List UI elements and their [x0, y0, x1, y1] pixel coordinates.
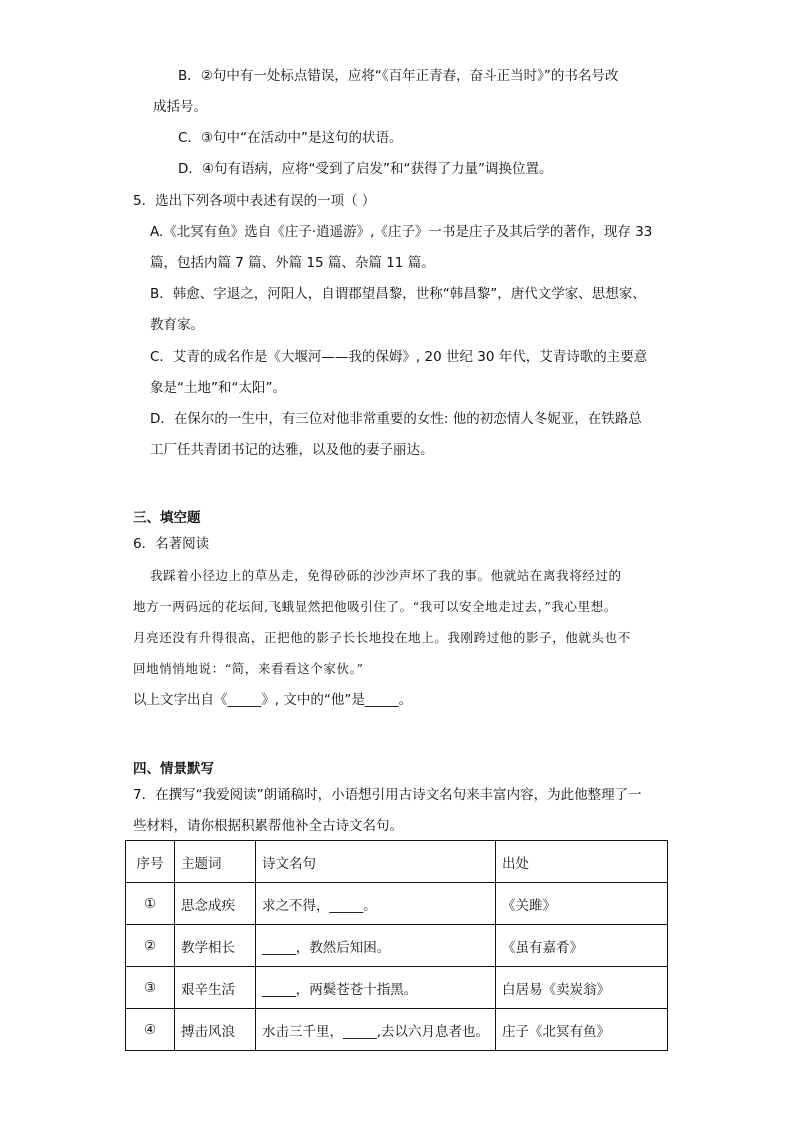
- passage-line: 回地悄悄地说：“简，来看看这个家伙。”: [133, 661, 364, 676]
- q5-option-a-line2: 篇，包括内篇 7 篇、外篇 15 篇、杂篇 11 篇。: [150, 255, 435, 271]
- table-header-row: [126, 841, 668, 883]
- q5-option-b-line2: 教育家。: [150, 317, 204, 333]
- q5-option-b-line1: B．韩愈、字退之，河阳人，自谓郡望昌黎，世称“韩昌黎”，唐代文学家、思想家、: [150, 286, 646, 302]
- table-cell-theme: 搏击风浪: [175, 1009, 256, 1051]
- q4-option-d: D．④句有语病，应将“受到了启发”和“获得了力量”调换位置。: [178, 161, 553, 177]
- table-header-cell: 主题词: [175, 841, 256, 883]
- table-header-cell: 诗文名句: [256, 841, 496, 883]
- passage-line: 地方一两码远的花坛间,飞蛾显然把他吸引住了。“我可以安全地走过去，”我心里想。: [133, 599, 617, 614]
- table-cell-number: ①: [126, 883, 175, 925]
- section-heading-fill-in: 三、填空题: [133, 510, 201, 526]
- table-cell-number: ②: [126, 925, 175, 967]
- q5-option-d-line2: 工厂任共青团书记的达雅，以及他的妻子丽达。: [150, 442, 434, 458]
- poem-table: [125, 840, 668, 1051]
- table-row: [126, 883, 668, 925]
- q7-stem-line1: 7．在撰写“我爱阅读”朗诵稿时，小语想引用古诗文名句来丰富内容，为此他整理了一: [133, 787, 642, 803]
- table-cell-verse: 求之不得，_____。: [256, 883, 496, 925]
- table-cell-theme: 思念成疾: [175, 883, 256, 925]
- table-cell-number: ③: [126, 967, 175, 1009]
- table-cell-source: 《关雎》: [496, 883, 668, 925]
- q5-option-c-line1: C．艾青的成名作是《大堰河——我的保姆》, 20 世纪 30 年代，艾青诗歌的主要意: [150, 349, 648, 365]
- section-heading-recitation: 四、情景默写: [133, 761, 214, 777]
- table-cell-verse: 水击三千里，_____,去以六月息者也。: [256, 1009, 496, 1051]
- q5-stem: 5．选出下列各项中表述有误的一项（ ）: [133, 193, 376, 209]
- table-cell-number: ④: [126, 1009, 175, 1051]
- table-header-cell: 序号: [126, 841, 175, 883]
- table-cell-verse: _____，教然后知困。: [256, 925, 496, 967]
- passage-line: 月亮还没有升得很高，正把他的影子长长地投在地上。我刚跨过他的影子，他就头也不: [133, 630, 631, 645]
- passage-line: 我踩着小径边上的草丛走，免得砂砾的沙沙声坏了我的事。他就站在离我将经过的: [150, 568, 622, 583]
- table-cell-theme: 艰辛生活: [175, 967, 256, 1009]
- table-header-cell: 出处: [496, 841, 668, 883]
- table-cell-verse: _____，两鬓苍苍十指黑。: [256, 967, 496, 1009]
- q4-option-b-line1: B．②句中有一处标点错误，应将“《百年正青春，奋斗正当时》”的书名号改: [178, 68, 619, 84]
- table-cell-source: 《虽有嘉肴》: [496, 925, 668, 967]
- q6-title: 6．名著阅读: [133, 536, 210, 552]
- table-cell-source: 白居易《卖炭翁》: [496, 967, 668, 1009]
- table-cell-theme: 教学相长: [175, 925, 256, 967]
- q5-option-a-line1: A.《北冥有鱼》选自《庄子·逍遥游》,《庄子》一书是庄子及其后学的著作，现存 33: [150, 224, 653, 240]
- table-row: [126, 967, 668, 1009]
- table-cell-source: 庄子《北冥有鱼》: [496, 1009, 668, 1051]
- q4-option-b-line2: 成括号。: [153, 99, 207, 115]
- q6-question: 以上文字出自《_____》, 文中的“他”是_____。: [133, 692, 413, 708]
- q7-stem-line2: 些材料，请你根据积累帮他补全古诗文名句。: [133, 818, 403, 834]
- table-row: [126, 925, 668, 967]
- q4-option-c: C．③句中“在活动中”是这句的状语。: [178, 130, 403, 146]
- q5-option-c-line2: 象是“土地”和“太阳”。: [150, 380, 286, 396]
- q5-option-d-line1: D．在保尔的一生中，有三位对他非常重要的女性: 他的初恋情人冬妮亚，在铁路总: [150, 411, 642, 427]
- table-row: [126, 1009, 668, 1051]
